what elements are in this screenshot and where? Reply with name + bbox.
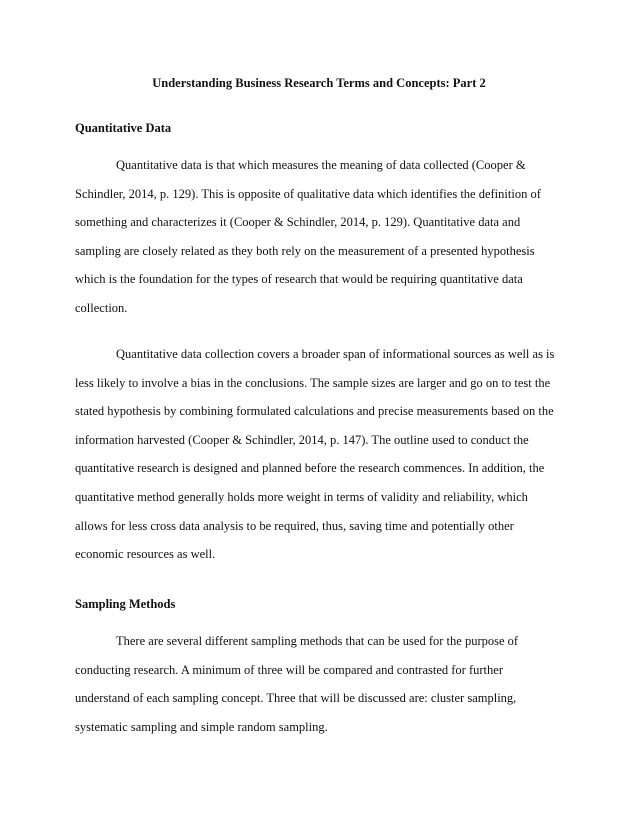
document-title: Understanding Business Research Terms and Concepts: Part 2 bbox=[152, 76, 486, 90]
paragraph-line: quantitative method generally holds more weight in terms of validity and reliability, which bbox=[75, 489, 528, 504]
paragraph-line: sampling are closely related as they both rely on the measurement of a presented hypothesis bbox=[75, 243, 535, 258]
paragraph-line: information harvested (Cooper & Schindler, 2014, p. 147). The outline used to conduct the bbox=[75, 432, 529, 447]
paragraph-line: collection. bbox=[75, 300, 128, 315]
paragraph-line: Quantitative data collection covers a broader span of informational sources as well as is bbox=[116, 347, 555, 361]
paragraph-line: quantitative research is designed and planned before the research commences. In addition, the bbox=[75, 461, 545, 476]
paragraph-line: conducting research. A minimum of three will be compared and contrasted for further bbox=[75, 662, 503, 677]
paragraph-sampling-methods bbox=[75, 627, 575, 741]
paragraph-line: something and characterizes it (Cooper & Schindler, 2014, p. 129). Quantitative data and bbox=[75, 215, 521, 230]
paragraph-quantitative-data-definition bbox=[75, 151, 575, 323]
paragraph-line: allows for less cross data analysis to be required, thus, saving time and potentially other bbox=[75, 518, 514, 533]
paragraph-quantitative-data-collection bbox=[75, 340, 575, 569]
paragraph-line: stated hypothesis by combining formulated calculations and precise measurements based on the bbox=[75, 404, 554, 419]
section-heading-quantitative-data: Quantitative Data bbox=[75, 121, 172, 135]
paragraph-line: There are several different sampling methods that can be used for the purpose of bbox=[116, 634, 519, 648]
paragraph-line: less likely to involve a bias in the conclusions. The sample sizes are larger and go on to test the bbox=[75, 375, 551, 390]
paragraph-line: economic resources as well. bbox=[75, 547, 216, 562]
paragraph-line: Quantitative data is that which measures the meaning of data collected (Cooper & bbox=[116, 158, 526, 172]
paragraph-line: which is the foundation for the types of research that would be requiring quantitative data bbox=[75, 272, 523, 287]
paragraph-line: systematic sampling and simple random sampling. bbox=[75, 719, 328, 734]
paragraph-line: understand of each sampling concept. Three that will be discussed are: cluster sampling, bbox=[75, 691, 517, 706]
paragraph-line: Schindler, 2014, p. 129). This is opposite of qualitative data which identifies the definition of bbox=[75, 186, 541, 201]
section-heading-sampling-methods: Sampling Methods bbox=[75, 597, 176, 611]
